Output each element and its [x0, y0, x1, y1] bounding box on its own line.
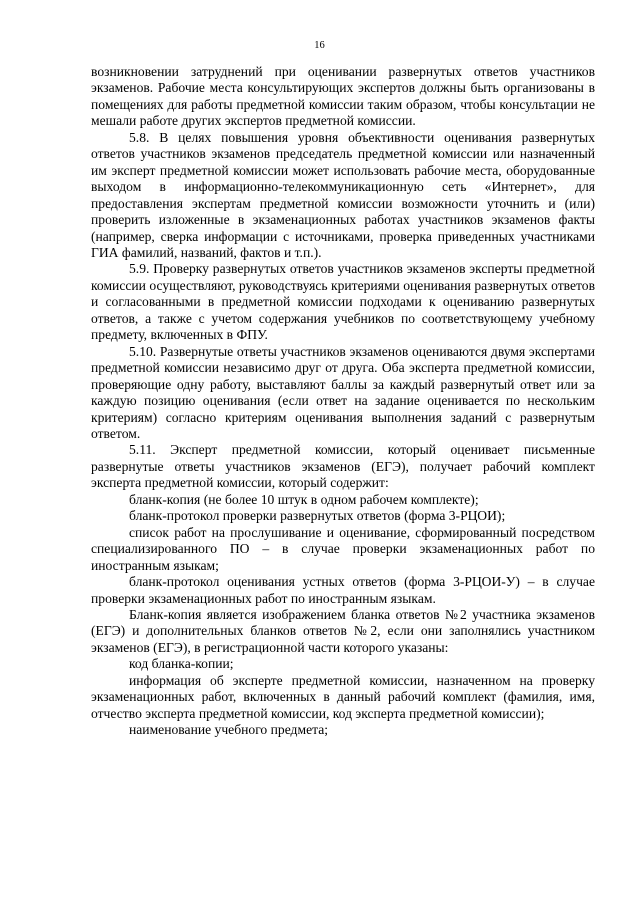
- paragraph: бланк-протокол проверки развернутых ответов (форма 3-РЦОИ);: [129, 508, 506, 524]
- paragraph: 5.9. Проверку развернутых ответов участников экзаменов эксперты предметной комиссии осуществляют, руководствуясь критериями оценивания развернутых ответов и согласованными в предметной комиссии подходами к оцениванию развернутых ответов, а также с учетом содержания учебников по соответствующему учебному предмету, включенных в ФПУ.: [91, 261, 595, 343]
- paragraph: наименование учебного предмета;: [129, 722, 329, 738]
- document-body: [91, 64, 595, 739]
- paragraph: бланк-копия (не более 10 штук в одном рабочем комплекте);: [129, 491, 479, 507]
- paragraph: возникновении затруднений при оценивании развернутых ответов участников экзаменов. Рабочие места консультирующих экспертов должны быть организованы в помещениях для работы предметной комиссии таким образом, чтобы консультации не мешали работе других экспертов предметной комиссии.: [91, 64, 595, 129]
- paragraph: информация об эксперте предметной комиссии, назначенном на проверку экзаменационных работ, включенных в данный рабочий комплект (фамилия, имя, отчество эксперта предметной комиссии, код эксперта предметной комиссии);: [91, 672, 595, 721]
- page-number: 16: [314, 40, 325, 51]
- paragraph: бланк-протокол оценивания устных ответов (форма 3-РЦОИ-У) – в случае проверки экзаменационных работ по иностранным языкам.: [91, 574, 595, 606]
- paragraph: 5.10. Развернутые ответы участников экзаменов оцениваются двумя экспертами предметной комиссии независимо друг от друга. Оба эксперта предметной комиссии, проверяющие одну работу, выставляют баллы за каждый развернутый ответ или за каждую позицию оценивания (если ответ на задание оценивается по нескольким критериям) согласно критериям оценивания выполнения заданий с развернутым ответом.: [91, 343, 595, 441]
- paragraph: Бланк-копия является изображением бланка ответов №2 участника экзаменов (ЕГЭ) и дополнительных бланков ответов №2, если они заполнялись участником экзаменов (ЕГЭ), в регистрационной части которого указаны:: [91, 606, 595, 655]
- paragraph: список работ на прослушивание и оценивание, сформированный посредством специализированного ПО – в случае проверки экзаменационных работ по иностранным языкам;: [91, 524, 595, 573]
- paragraph: 5.8. В целях повышения уровня объективности оценивания развернутых ответов участников экзаменов председатель предметной комиссии или назначенный им эксперт предметной комиссии может использовать рабочие места, оборудованные выходом в информационно-телекоммуникационную сеть «Интернет», для предоставления экспертам предметной комиссии возможности уточнить и (или) проверить изложенные в экзаменационных работах участников экзаменов факты (например, сверка информации с источниками, проверка приведенных участниками ГИА фамилий, названий, фактов и т.п.).: [91, 129, 595, 260]
- paragraph: код бланка-копии;: [129, 656, 234, 672]
- paragraph: 5.11. Эксперт предметной комиссии, который оценивает письменные развернутые ответы участников экзаменов (ЕГЭ), получает рабочий комплект эксперта предметной комиссии, который содержит:: [91, 442, 595, 491]
